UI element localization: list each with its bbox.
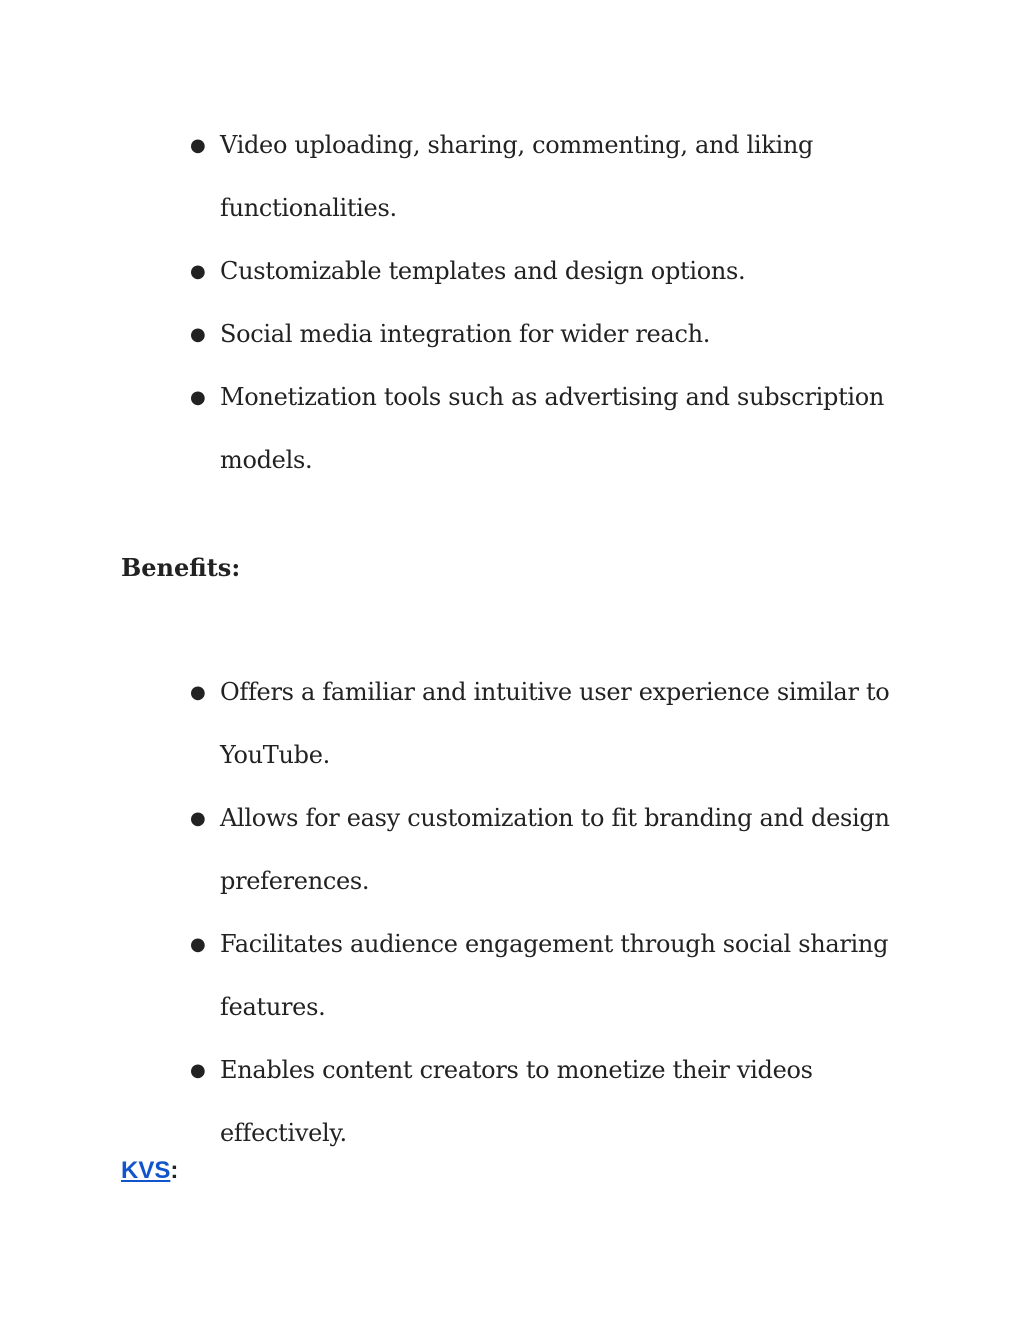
- list-item-text: [220, 240, 910, 303]
- list-item-text: [220, 1039, 910, 1165]
- list-item-line: preferences.: [220, 867, 370, 895]
- list-item-line: Offers a familiar and intuitive user experience similar to: [220, 678, 890, 706]
- list-item: [190, 240, 910, 303]
- list-item-line: YouTube.: [220, 741, 330, 769]
- list-item-line: models.: [220, 446, 313, 474]
- list-item-line: Facilitates audience engagement through social sharing: [220, 930, 889, 958]
- benefits-heading: Benefits:: [121, 553, 241, 582]
- bullet-icon: ●: [190, 808, 206, 829]
- list-item-text: [220, 303, 910, 366]
- bullet-icon: ●: [190, 261, 206, 282]
- list-item-line: Allows for easy customization to fit branding and design: [220, 804, 890, 832]
- list-item-line: features.: [220, 993, 326, 1021]
- kvs-link[interactable]: KVS: [121, 1157, 171, 1184]
- list-item-line: Social media integration for wider reach.: [220, 320, 711, 348]
- list-item: [190, 787, 910, 913]
- kvs-heading-colon: :: [170, 1157, 179, 1184]
- list-item-line: Video uploading, sharing, commenting, and liking: [220, 131, 814, 159]
- benefits-list: [190, 661, 910, 1165]
- bullet-icon: ●: [190, 682, 206, 703]
- list-item-text: [220, 661, 910, 787]
- list-item: [190, 303, 910, 366]
- bullet-icon: ●: [190, 934, 206, 955]
- list-item: [190, 661, 910, 787]
- list-item: [190, 913, 910, 1039]
- list-item-text: [220, 114, 910, 240]
- list-item-line: Monetization tools such as advertising and subscription: [220, 383, 885, 411]
- list-item: [190, 1039, 910, 1165]
- bullet-icon: ●: [190, 324, 206, 345]
- list-item: [190, 114, 910, 240]
- list-item-text: [220, 913, 910, 1039]
- features-list: [190, 114, 910, 492]
- list-item-line: functionalities.: [220, 194, 397, 222]
- bullet-icon: ●: [190, 1060, 206, 1081]
- bullet-icon: ●: [190, 387, 206, 408]
- list-item: [190, 366, 910, 492]
- list-item-line: Customizable templates and design options.: [220, 257, 746, 285]
- list-item-text: [220, 787, 910, 913]
- bullet-icon: ●: [190, 135, 206, 156]
- list-item-line: Enables content creators to monetize their videos effectively.: [220, 1056, 813, 1147]
- kvs-heading: [121, 1153, 178, 1189]
- list-item-text: [220, 366, 910, 492]
